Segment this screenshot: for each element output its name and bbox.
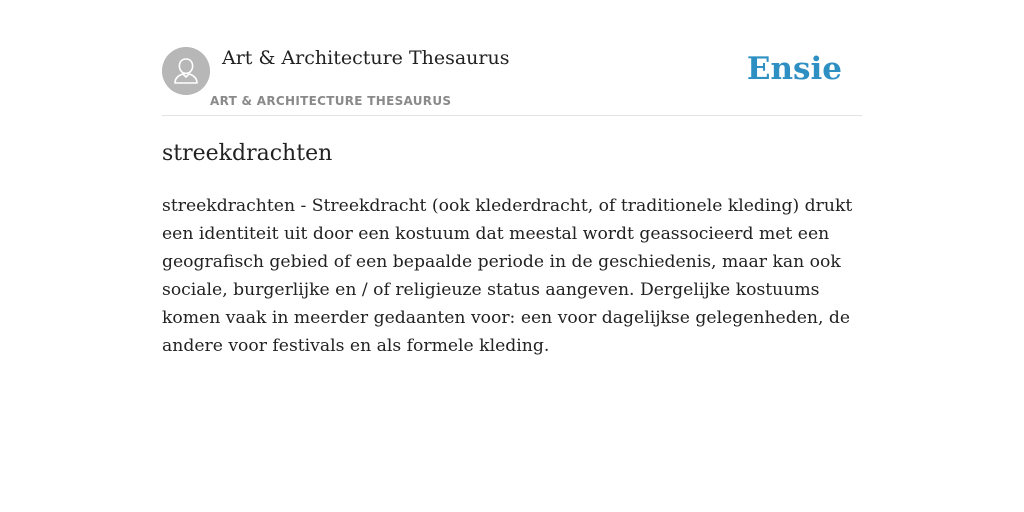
source-subtitle: ART & ARCHITECTURE THESAURUS (210, 94, 452, 108)
avatar[interactable] (162, 47, 210, 95)
user-icon (162, 47, 210, 95)
entry-definition: streekdrachten - Streekdracht (ook klederdracht, of traditionele kleding) drukt een identiteit uit door een kostuum dat meestal wordt geassocieerd met een geografisch gebied of een bepaalde periode in de geschiedenis, maar kan ook sociale, burgerlijke en / of religieuze status aangeven. Dergelijke kostuums komen vaak in meerder gedaanten voor: een voor dagelijkse gelegenheden, de andere voor festivals en als formele kleding. (162, 196, 853, 356)
header (162, 0, 862, 116)
ensie-logo[interactable]: Ensie (746, 51, 842, 87)
source-title-link[interactable]: Art & Architecture Thesaurus (222, 47, 510, 69)
entry-term: streekdrachten (162, 141, 333, 166)
content-container (162, 0, 862, 356)
